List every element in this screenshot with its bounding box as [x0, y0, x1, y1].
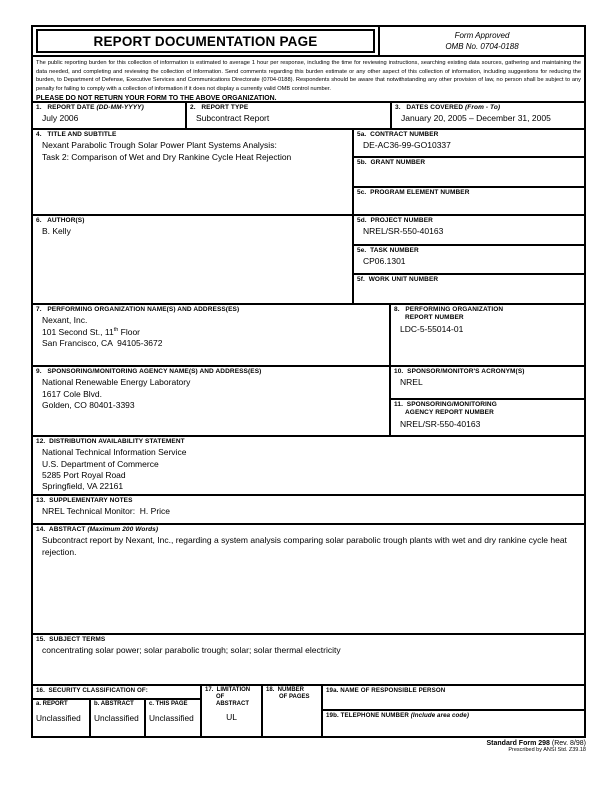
- field-sponsor-report-number: [391, 400, 584, 437]
- sponsor-report-label2: AGENCY REPORT NUMBER: [405, 409, 494, 417]
- sponsoring-agency-line2: 1617 Cole Blvd.: [42, 388, 103, 399]
- performing-org-label: 7. PERFORMING ORGANIZATION NAME(S) AND ADDRESS(ES): [36, 306, 240, 313]
- contract-number-label: 5a. CONTRACT NUMBER: [357, 131, 439, 138]
- task-number-value: CP06.1301: [363, 256, 406, 267]
- distribution-line3: 5285 Port Royal Road: [42, 469, 126, 480]
- num-pages-label1: 18. NUMBER: [266, 687, 305, 693]
- task-number-label: 5e. TASK NUMBER: [357, 247, 419, 254]
- telephone-label: 19b. TELEPHONE NUMBER (Include area code): [326, 712, 470, 719]
- distribution-line4: Springfield, VA 22161: [42, 481, 124, 492]
- field-sponsoring-agency: [33, 367, 391, 437]
- report-date-format: (DD-MM-YYYY): [96, 104, 144, 111]
- performing-org-line3: San Francisco, CA 94105-3672: [42, 337, 163, 348]
- distribution-line1: National Technical Information Service: [42, 447, 187, 458]
- subject-terms-label: 15. SUBJECT TERMS: [36, 636, 106, 643]
- title-subtitle-line2: Task 2: Comparison of Wet and Dry Rankine Cycle Heat Rejection: [42, 151, 292, 162]
- sponsor-acronym-label: 10. SPONSOR/MONITOR'S ACRONYM(S): [394, 368, 525, 375]
- title-box: [36, 29, 375, 53]
- distribution-label: 12. DISTRIBUTION AVAILABILITY STATEMENT: [36, 438, 185, 445]
- sponsor-report-value: NREL/SR-550-40163: [400, 418, 481, 429]
- sponsoring-agency-label: 9. SPONSORING/MONITORING AGENCY NAME(S) AND ADDRESS(ES): [36, 368, 262, 375]
- field-authors: [33, 216, 354, 305]
- field-work-unit-number: [354, 275, 584, 305]
- distribution-line2: U.S. Department of Commerce: [42, 458, 159, 469]
- security-classification-header: [33, 686, 202, 700]
- security-report-value: Unclassified: [36, 713, 81, 724]
- abstract-label-note: (Maximum 200 Words): [87, 526, 159, 533]
- project-number-value: NREL/SR-550-40163: [363, 226, 444, 237]
- field-task-number: [354, 246, 584, 275]
- field-program-element-number: [354, 188, 584, 216]
- authors-label: 6. AUTHOR(S): [36, 217, 85, 224]
- field-limitation-of-abstract: [202, 686, 263, 736]
- performing-org-report-value: LDC-5-55014-01: [400, 323, 464, 334]
- form-approved-text: [383, 31, 581, 53]
- security-classification-label: 16. SECURITY CLASSIFICATION OF:: [36, 687, 148, 694]
- sponsor-acronym-value: NREL: [400, 377, 423, 388]
- sponsor-report-label1: 11. SPONSORING/MONITORING: [394, 401, 497, 408]
- field-project-number: [354, 216, 584, 246]
- sf298-form: [31, 25, 586, 738]
- contract-number-value: DE-AC36-99-GO10337: [363, 140, 451, 151]
- supplementary-notes-value: NREL Technical Monitor: H. Price: [42, 506, 171, 517]
- num-pages-label2: OF PAGES: [279, 694, 310, 701]
- field-sponsor-acronym: [391, 367, 584, 400]
- field-distribution-statement: [33, 437, 584, 496]
- security-this-page-label: c. THIS PAGE: [149, 701, 188, 707]
- abstract-value: Subcontract report by Nexant, Inc., regarding a system analysis comparing solar parabolic trough plants with wet and dry rankine cycle heat rejection.: [42, 535, 570, 557]
- limitation-label1: 17. LIMITATION: [205, 687, 251, 693]
- field-abstract: [33, 525, 584, 635]
- field-telephone-number: [323, 711, 584, 736]
- security-this-page-value: Unclassified: [149, 713, 194, 724]
- burden-statement: The public reporting burden for this collection of information is estimated to average 1 hour per response, including the time for reviewing instructions, searching existing data sources, gathering and maintaining the data needed, and completing and reviewing the collection of information. Send comments regarding this burden estimate or any other aspect of this collection of information, including suggestions for reducing the burden, to Department of Defense, Executive Services and Communications Directorate (0704-0188). Respondents should be aware that notwithstanding any other provision of law, no person shall be subject to any penalty for failing to comply with a collection of information if it does not display a currently valid OMB control number.: [36, 60, 581, 92]
- performing-org-report-label1: 8. PERFORMING ORGANIZATION: [394, 306, 504, 313]
- field-supplementary-notes: [33, 496, 584, 525]
- title-subtitle-line1: Nexant Parabolic Trough Solar Power Plant Systems Analysis:: [42, 140, 277, 151]
- report-type-label: 2. REPORT TYPE: [190, 104, 249, 111]
- dates-covered-format: (From - To): [465, 104, 501, 111]
- field-subject-terms: [33, 635, 584, 686]
- report-date-value: July 2006: [42, 113, 79, 124]
- footer-form-name: Standard Form 298: [486, 740, 550, 747]
- field-security-abstract: [91, 700, 146, 736]
- limitation-value: UL: [226, 711, 237, 722]
- telephone-label-note: (Include area code): [410, 712, 470, 719]
- field-report-type: [187, 103, 392, 130]
- authors-value: B. Kelly: [42, 226, 71, 237]
- security-abstract-label: b. ABSTRACT: [94, 701, 134, 707]
- security-report-label: a. REPORT: [36, 701, 68, 707]
- security-abstract-value: Unclassified: [94, 713, 139, 724]
- sponsoring-agency-line3: Golden, CO 80401-3393: [42, 399, 135, 410]
- grant-number-label: 5b. GRANT NUMBER: [357, 159, 426, 166]
- field-title-subtitle: [33, 130, 354, 216]
- form-approved-cell: [378, 27, 584, 57]
- ordinal-superscript: th: [113, 326, 119, 333]
- program-element-label: 5c. PROGRAM ELEMENT NUMBER: [357, 189, 470, 196]
- title-subtitle-label: 4. TITLE AND SUBTITLE: [36, 131, 117, 138]
- page-title: REPORT DOCUMENTATION PAGE: [93, 33, 318, 49]
- limitation-label2: OF ABSTRACT: [216, 694, 249, 708]
- dates-covered-label: 3. DATES COVERED (From - To): [395, 104, 501, 111]
- responsible-person-label: 19a. NAME OF RESPONSIBLE PERSON: [326, 687, 446, 694]
- work-unit-label: 5f. WORK UNIT NUMBER: [357, 276, 439, 283]
- report-date-label: 1. REPORT DATE (DD-MM-YYYY): [36, 104, 144, 111]
- field-security-report: [33, 700, 91, 736]
- footer-form-id: [487, 740, 586, 747]
- header-title-cell: [33, 27, 378, 57]
- performing-org-line2: 101 Second St., 11th Floor: [42, 326, 141, 337]
- performing-org-line1: Nexant, Inc.: [42, 315, 88, 326]
- field-responsible-person: [323, 686, 584, 711]
- dates-covered-value: January 20, 2005 – December 31, 2005: [401, 113, 551, 124]
- project-number-label: 5d. PROJECT NUMBER: [357, 217, 433, 224]
- field-grant-number: [354, 158, 584, 188]
- form-approved-line1: Form Approved: [454, 31, 510, 40]
- supplementary-notes-label: 13. SUPPLEMENTARY NOTES: [36, 497, 133, 504]
- subject-terms-value: concentrating solar power; solar parabolic trough; solar; solar thermal electricity: [42, 645, 341, 656]
- sponsoring-agency-line1: National Renewable Energy Laboratory: [42, 377, 191, 388]
- field-number-of-pages: [263, 686, 323, 736]
- abstract-label: 14. ABSTRACT (Maximum 200 Words): [36, 526, 159, 533]
- field-security-this-page: [146, 700, 202, 736]
- field-report-date: [33, 103, 187, 130]
- form-footer: [487, 740, 586, 755]
- footer-prescribed-by: Prescribed by ANSI Std. Z39.18: [508, 747, 586, 753]
- performing-org-report-label2: REPORT NUMBER: [405, 314, 464, 322]
- field-dates-covered: [392, 103, 584, 130]
- field-performing-org-report-number: [391, 305, 584, 367]
- field-contract-number: [354, 130, 584, 158]
- burden-statement-cell: [33, 57, 584, 103]
- return-notice: PLEASE DO NOT RETURN YOUR FORM TO THE ABOVE ORGANIZATION.: [36, 94, 277, 102]
- footer-form-rev: (Rev. 8/98): [549, 740, 586, 747]
- omb-number: OMB No. 0704-0188: [445, 41, 519, 51]
- report-type-value: Subcontract Report: [196, 113, 270, 124]
- field-performing-org: [33, 305, 391, 367]
